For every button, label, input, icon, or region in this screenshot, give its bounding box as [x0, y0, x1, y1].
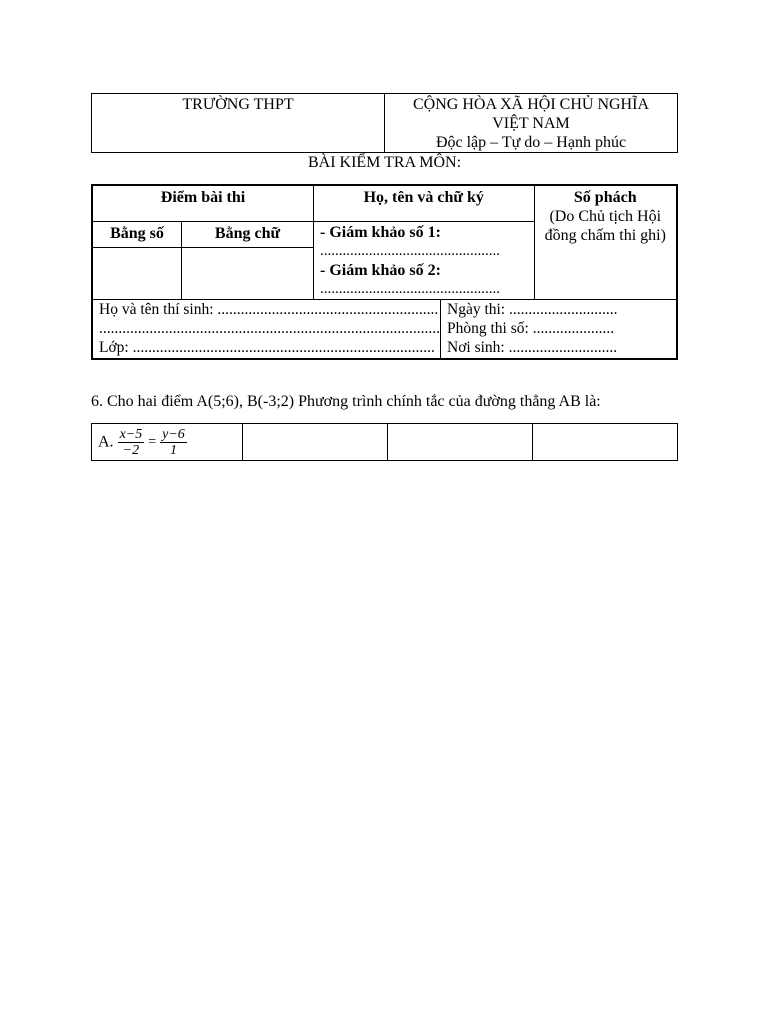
exam-room-line: Phòng thi số: .....................: [447, 319, 615, 337]
fraction-y-numerator: y−6: [162, 426, 185, 442]
examiner-cell: [314, 221, 535, 299]
fraction-x-denominator: −2: [122, 442, 140, 458]
motto: Độc lập – Tự do – Hạnh phúc: [435, 134, 627, 151]
option-a-label: A.: [98, 433, 114, 450]
student-class-line: Lớp: ..............................................................................: [99, 338, 435, 356]
score-header: Điểm bài thi: [92, 185, 314, 221]
score-words-header: Bằng chữ: [182, 221, 314, 247]
option-c-cell: [388, 424, 533, 461]
examiner2-dots: ................................................: [320, 280, 500, 297]
question-text: 6. Cho hai điểm A(5;6), B(-3;2) Phương trình chính tắc của đường thẳng AB là:: [91, 393, 601, 410]
answer-table: [91, 423, 678, 461]
code-note-line2: đồng chấm thi ghi): [544, 227, 666, 244]
score-words-box: [182, 247, 314, 299]
score-number-box: [92, 247, 182, 299]
student-cell: [92, 299, 441, 359]
country-line2: VIỆT NAM: [492, 115, 570, 132]
exam-details-cell: [441, 299, 678, 359]
exam-title: BÀI KIỂM TRA MÔN:: [307, 154, 462, 171]
birthplace-line: Nơi sinh: ............................: [447, 338, 618, 356]
fraction-y: [160, 427, 187, 458]
school-cell: [92, 94, 385, 153]
equals-sign: =: [148, 434, 157, 449]
examiner2-label: - Giám khảo số 2:: [320, 261, 441, 279]
option-d-cell: [533, 424, 678, 461]
fraction-x: [118, 427, 145, 458]
exam-date-line: Ngày thi: ............................: [447, 300, 618, 318]
code-cell: [534, 185, 677, 299]
country-line1: CỘNG HÒA XÃ HỘI CHỦ NGHĨA: [413, 96, 649, 113]
option-b-cell: [243, 424, 388, 461]
info-table: [91, 184, 678, 360]
fraction-y-denominator: 1: [169, 442, 177, 458]
examiner1-dots: ................................................: [320, 242, 500, 259]
student-dots-line: ........................................................................................: [99, 319, 440, 337]
examiner1-label: - Giám khảo số 1:: [320, 223, 441, 241]
code-header: Số phách: [573, 189, 637, 206]
fraction-x-numerator: x−5: [119, 426, 143, 442]
code-note-line1: (Do Chủ tịch Hội: [549, 208, 662, 225]
student-name-line: Họ và tên thí sinh: .........................................................: [99, 300, 439, 318]
option-a-cell: [92, 424, 243, 461]
school-name: TRƯỜNG THPT: [182, 96, 294, 113]
country-cell: [385, 94, 678, 153]
examiner-header: Họ, tên và chữ ký: [314, 185, 535, 221]
score-number-header: Bằng số: [92, 221, 182, 247]
header-table: [91, 93, 678, 153]
